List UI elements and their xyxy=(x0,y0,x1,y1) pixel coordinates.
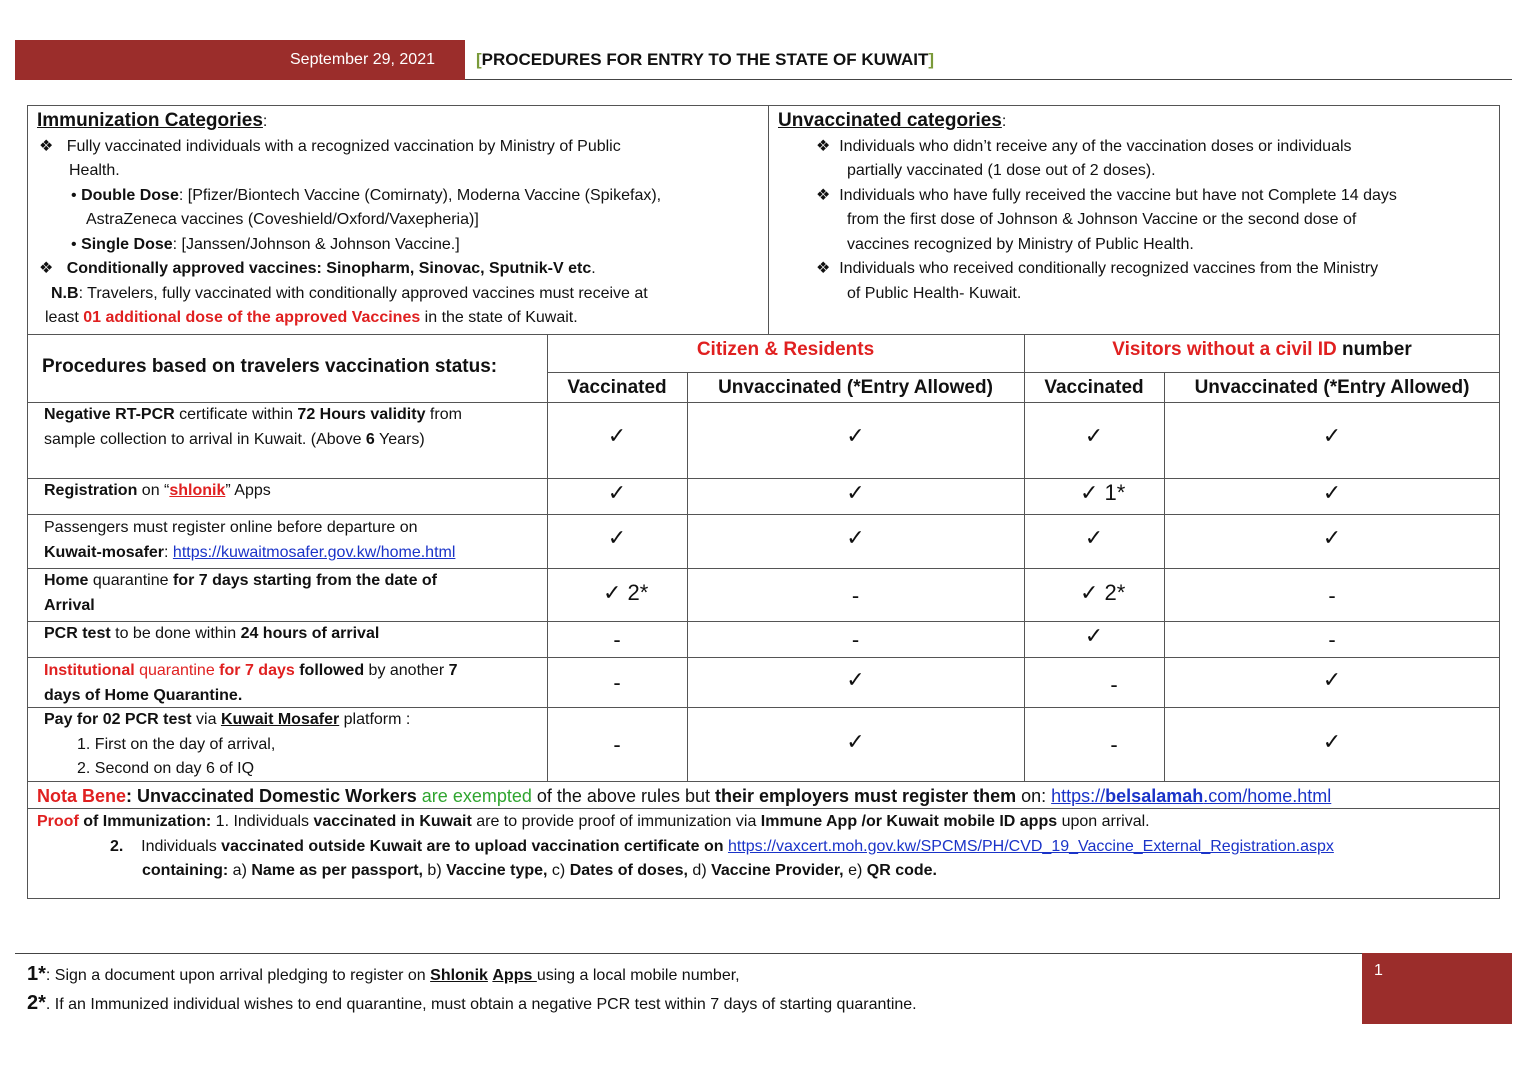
cell-r7-c1: - xyxy=(613,732,621,757)
row-label-home-quarantine xyxy=(44,569,437,618)
t: https:// xyxy=(1051,786,1106,806)
t: of the above rules but xyxy=(531,786,715,806)
cell-r5-c3: ✓ xyxy=(1084,623,1104,648)
t: 6 xyxy=(365,430,375,448)
period: . xyxy=(591,260,596,277)
unvaccinated-item-2-cont: from the first dose of Johnson & Johnson Vaccine or the second dose of xyxy=(847,211,1357,228)
row-label-pcr-test xyxy=(44,622,379,647)
t: : xyxy=(126,786,138,806)
t: Home xyxy=(44,572,89,589)
t: to be done within xyxy=(110,625,241,642)
cell-r7-c3: - xyxy=(1110,732,1118,757)
cell-r6-c2: ✓ xyxy=(846,667,865,692)
diamond-bullet-icon: ❖ xyxy=(39,137,54,155)
footnote-2 xyxy=(27,992,917,1015)
grid-line xyxy=(27,657,1500,658)
nb-text: : Travelers, fully vaccinated with conditionally approved vaccines must receive at xyxy=(78,284,648,302)
t: vaccinated in Kuwait xyxy=(313,813,472,830)
cell-r1-c3: ✓ xyxy=(1084,423,1104,448)
row-label-pay-pcr xyxy=(44,708,410,782)
diamond-bullet-icon: ❖ xyxy=(39,260,54,277)
cell-r3-c4: ✓ xyxy=(1322,525,1342,550)
t: Unvaccinated Domestic Workers xyxy=(137,786,417,806)
t: via xyxy=(191,711,221,728)
cell-r2-c3: ✓ 1* xyxy=(1080,480,1126,505)
t: d) xyxy=(687,862,712,879)
t: days of Home Quarantine. xyxy=(44,686,243,704)
immunization-heading: Immunization Categories xyxy=(37,110,263,131)
t: of Immunization: xyxy=(78,813,212,830)
cell-r1-c4: ✓ xyxy=(1322,423,1342,448)
t: ” Apps xyxy=(225,482,271,499)
belsalamah-link[interactable] xyxy=(1051,786,1331,806)
row-label-rtpcr xyxy=(44,403,462,452)
cell-r4-c2: - xyxy=(851,583,860,608)
cell-r4-c4: - xyxy=(1328,583,1336,608)
title-bracket-open: [ xyxy=(476,50,482,69)
header-rule xyxy=(465,79,1512,80)
group-visitors xyxy=(1024,339,1500,361)
t: QR code. xyxy=(866,862,937,879)
t: e) xyxy=(843,862,867,879)
t: Dates of doses, xyxy=(569,862,688,879)
cell-r6-c4: ✓ xyxy=(1322,667,1342,692)
list-item: 2. Second on day 6 of IQ xyxy=(77,760,255,777)
shlonik-link[interactable]: shlonik xyxy=(169,482,226,499)
immunization-categories xyxy=(37,109,661,331)
t: vaccinated outside Kuwait are to upload vaccination certificate on xyxy=(221,837,728,855)
col-header-vaccinated: Vaccinated xyxy=(567,377,667,398)
page-number-box xyxy=(1362,953,1512,1024)
double-dose-label: Double Dose xyxy=(81,186,179,204)
grid-line xyxy=(27,514,1500,515)
t: Registration xyxy=(44,482,138,499)
group-citizens-residents: Citizen & Residents xyxy=(696,339,875,360)
t: Individuals xyxy=(141,837,222,855)
t: 2. xyxy=(110,837,124,855)
nb-text-2a: least xyxy=(45,309,84,326)
nota-bene xyxy=(37,784,1331,809)
cell-r5-c1: - xyxy=(613,627,621,652)
t: Name as per passport, xyxy=(251,862,423,879)
t: Kuwait-mosafer xyxy=(44,543,165,561)
header-date: September 29, 2021 xyxy=(290,51,435,68)
t: Immune App /or Kuwait mobile ID apps xyxy=(760,813,1058,830)
cell-r5-c2: - xyxy=(851,627,860,652)
unvaccinated-item-1: Individuals who didn’t receive any of the vaccination doses or individuals xyxy=(839,137,1352,155)
cell-r6-c3: - xyxy=(1110,672,1118,697)
t: on: xyxy=(1016,786,1052,806)
t: Institutional xyxy=(44,662,135,679)
t: .com/home.html xyxy=(1203,786,1332,806)
kuwait-mosafer-label: Kuwait Mosafer xyxy=(220,711,340,728)
unvaccinated-item-3: Individuals who received conditionally recognized vaccines from the Ministry xyxy=(839,260,1379,277)
cell-r4-c1: ✓ 2* xyxy=(603,580,649,605)
unvaccinated-item-1-cont: partially vaccinated (1 dose out of 2 doses). xyxy=(847,162,1156,179)
t: Years) xyxy=(374,430,425,448)
unvaccinated-item-2-cont: vaccines recognized by Ministry of Public Health. xyxy=(847,235,1194,253)
t: c) xyxy=(547,862,570,879)
t: on “ xyxy=(137,482,170,499)
footer-rule xyxy=(15,953,1362,954)
grid-line xyxy=(27,334,1500,335)
cell-r7-c4: ✓ xyxy=(1322,729,1342,754)
page-number: 1 xyxy=(1374,962,1383,979)
t: are to provide proof of immunization via xyxy=(471,813,761,830)
cell-r3-c2: ✓ xyxy=(846,525,865,550)
single-dose-label: Single Dose xyxy=(81,235,173,253)
cell-r2-c2: ✓ xyxy=(846,480,865,505)
t: PCR test xyxy=(44,625,111,642)
double-dose-text-2: AstraZeneca vaccines (Coveshield/Oxford/Vaxepheria)] xyxy=(86,211,479,228)
vaxcert-link[interactable]: https://vaxcert.moh.gov.kw/SPCMS/PH/CVD_19_Vaccine_External_Registration.aspx xyxy=(727,837,1334,855)
diamond-bullet-icon: ❖ xyxy=(816,260,831,277)
cell-r5-c4: - xyxy=(1328,627,1336,652)
t: quarantine xyxy=(88,572,173,589)
group-visitors-black: number xyxy=(1336,339,1412,360)
fully-vaccinated-text-2: Health. xyxy=(69,162,120,179)
single-dose-text: : [Janssen/Johnson & Johnson Vaccine.] xyxy=(172,235,460,253)
col-header-vaccinated: Vaccinated xyxy=(1044,377,1144,398)
t: 7 xyxy=(448,662,458,679)
t: . If an Immunized individual wishes to end quarantine, must obtain a negative PCR test within 7 days of starting quarantine. xyxy=(45,996,917,1013)
t: Passengers must register online before departure on xyxy=(44,519,418,536)
t: 1* xyxy=(27,963,46,985)
group-visitors-red: Visitors without a civil ID xyxy=(1112,339,1337,360)
unvaccinated-item-2: Individuals who have fully received the vaccine but have not Complete 14 days xyxy=(839,186,1397,204)
dot-bullet-icon: • xyxy=(71,186,77,204)
t: using a local mobile number, xyxy=(536,967,740,984)
t: 2* xyxy=(27,992,46,1014)
title-bracket-close: ] xyxy=(928,50,935,69)
t: Negative RT-PCR xyxy=(44,406,175,423)
cell-r1-c2: ✓ xyxy=(846,423,865,448)
col-header-unvaccinated: Unvaccinated (*Entry Allowed) xyxy=(718,377,993,398)
list-item: 1. First on the day of arrival, xyxy=(77,735,276,753)
unvaccinated-heading: Unvaccinated categories xyxy=(778,110,1002,131)
t: 72 Hours validity xyxy=(297,406,426,423)
cell-r4-c3: ✓ 2* xyxy=(1080,580,1126,605)
nb-text-2b: in the state of Kuwait. xyxy=(420,309,578,326)
t: for 7 days xyxy=(219,662,295,679)
grid-line xyxy=(1024,334,1025,781)
t: Nota Bene xyxy=(37,786,127,806)
nb-additional-dose: 01 additional dose of the approved Vaccines xyxy=(83,309,421,326)
t: Vaccine Provider, xyxy=(711,862,844,879)
t: quarantine xyxy=(134,662,220,679)
row-label-registration xyxy=(44,479,271,504)
t: 24 hours of arrival xyxy=(240,625,380,642)
diamond-bullet-icon: ❖ xyxy=(816,137,831,155)
unvaccinated-categories xyxy=(778,109,1397,306)
t: sample collection to arrival in Kuwait. (Above xyxy=(44,430,366,448)
t: Vaccine type, xyxy=(446,862,548,879)
conditional-vaccines-text: Conditionally approved vaccines: Sinopharm, Sinovac, Sputnik-V etc xyxy=(66,260,592,277)
row-label-mosafer xyxy=(44,516,455,565)
t: a) xyxy=(228,862,252,879)
t: their employers must register them xyxy=(715,786,1017,806)
t: for 7 days starting from the date of xyxy=(172,572,438,589)
title-text: PROCEDURES FOR ENTRY TO THE STATE OF KUWAIT xyxy=(481,50,929,69)
cell-r1-c1: ✓ xyxy=(607,423,627,448)
t: certificate within xyxy=(174,406,298,423)
cell-r3-c3: ✓ xyxy=(1084,525,1104,550)
kuwaitmosafer-link[interactable]: https://kuwaitmosafer.gov.kw/home.html xyxy=(172,543,456,561)
proof-of-immunization xyxy=(37,810,1334,884)
t: b) xyxy=(422,862,447,879)
t: are exempted xyxy=(416,786,532,806)
t: from xyxy=(425,406,462,423)
t: Pay for 02 PCR test xyxy=(44,711,192,728)
t: platform : xyxy=(339,711,411,728)
cell-r6-c1: - xyxy=(613,670,621,695)
procedures-heading: Procedures based on travelers vaccination status: xyxy=(42,356,498,377)
row-label-institutional xyxy=(44,659,458,708)
t: by another xyxy=(364,662,449,679)
cell-r2-c4: ✓ xyxy=(1322,480,1342,505)
nb-label: N.B xyxy=(51,284,79,302)
col-header-unvaccinated: Unvaccinated (*Entry Allowed) xyxy=(1194,377,1470,398)
t: upon arrival. xyxy=(1057,813,1150,830)
dot-bullet-icon: • xyxy=(71,235,77,253)
t: Arrival xyxy=(44,596,95,614)
fully-vaccinated-text: Fully vaccinated individuals with a recognized vaccination by Ministry of Public xyxy=(66,137,621,155)
heading-colon: : xyxy=(1001,113,1007,130)
t: containing: xyxy=(142,862,229,879)
t: Apps xyxy=(492,967,537,984)
t: belsalamah xyxy=(1105,786,1204,806)
t: : xyxy=(164,543,173,561)
cell-r2-c1: ✓ xyxy=(607,480,627,505)
t: Shlonik xyxy=(430,967,488,984)
category-divider xyxy=(768,105,769,334)
cell-r3-c1: ✓ xyxy=(607,525,627,550)
heading-colon: : xyxy=(262,113,268,130)
footnote-1 xyxy=(27,963,740,986)
page-title xyxy=(476,50,934,70)
diamond-bullet-icon: ❖ xyxy=(816,186,831,204)
grid-line xyxy=(547,334,548,781)
t: : Sign a document upon arrival pledging to register on xyxy=(45,967,431,984)
t: Proof xyxy=(37,813,79,830)
double-dose-text: : [Pfizer/Biontech Vaccine (Comirnaty), Moderna Vaccine (Spikefax), xyxy=(178,186,662,204)
t: followed xyxy=(294,662,365,679)
cell-r7-c2: ✓ xyxy=(846,729,865,754)
unvaccinated-item-3-cont: of Public Health- Kuwait. xyxy=(847,284,1022,302)
t: 1. Individuals xyxy=(211,813,314,830)
